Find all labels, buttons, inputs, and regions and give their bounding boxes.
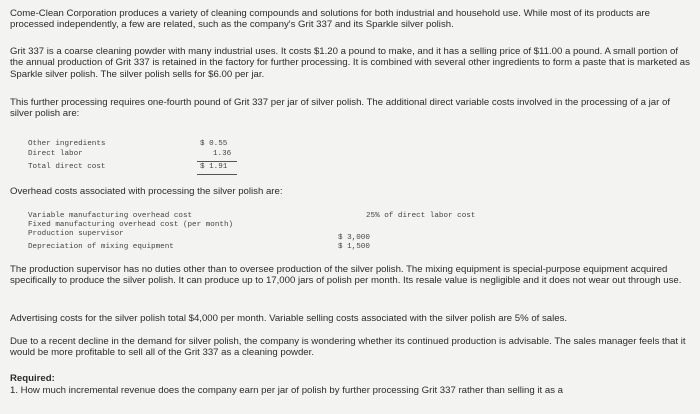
production-supervisor-label: Production supervisor xyxy=(28,230,124,238)
required-heading: Required: xyxy=(10,373,55,384)
intro-paragraph: Come-Clean Corporation produces a variety of cleaning compounds and solutions for both industrial and household use. While most of its products are processed independently, a few are related, such as the company's Grit 337 and its Sparkle silver polish. xyxy=(10,8,650,31)
variable-overhead-value: 25% of direct labor cost xyxy=(366,212,476,220)
direct-labor-value: 1.36 xyxy=(213,150,232,158)
total-rule xyxy=(197,174,237,175)
depreciation-label: Depreciation of mixing equipment xyxy=(28,243,174,251)
question-1: 1. How much incremental revenue does the company earn per jar of polish by further processing Grit 337 rather than selling it as a xyxy=(10,385,563,396)
further-processing-paragraph: This further processing requires one-fourth pound of Grit 337 per jar of silver polish. The additional direct variable costs involved in the processing of a jar of silver polish are: xyxy=(10,97,671,120)
depreciation-value: $ 1,500 xyxy=(338,243,370,251)
advertising-paragraph: Advertising costs for the silver polish total $4,000 per month. Variable selling costs associated with the silver polish are 5% of sales. xyxy=(10,313,568,324)
grit-paragraph: Grit 337 is a coarse cleaning powder with many industrial uses. It costs $1.20 a pound to make, and it has a selling price of $11.00 a pound. A small portion of the annual production of Grit 337 is retained in the factory for further processing. It is combined with several other ingredients to form a paste that is marketed as Sparkle silver polish. The silver polish sells for $6.00 per jar. xyxy=(10,46,690,80)
supervisor-paragraph: The production supervisor has no duties other than to oversee production of the silver polish. The mixing equipment is special-purpose equipment acquired specifically to produce the silver polish. It can produce up to 17,000 jars of polish per month. Its resale value is negligible and it does not wear out through use. xyxy=(10,264,682,287)
overhead-intro: Overhead costs associated with processing the silver polish are: xyxy=(10,186,283,197)
variable-overhead-label: Variable manufacturing overhead cost xyxy=(28,212,193,220)
decline-paragraph: Due to a recent decline in the demand for silver polish, the company is wondering whether its continued production is advisable. The sales manager feels that it would be more profitable to sell all of the Grit 337 as a cleaning powder. xyxy=(10,336,686,359)
total-direct-cost-value: $ 1.91 xyxy=(200,163,228,171)
total-direct-cost-label: Total direct cost xyxy=(28,163,106,171)
other-ingredients-label: Other ingredients xyxy=(28,140,106,148)
production-supervisor-value: $ 3,000 xyxy=(338,234,370,242)
subtotal-rule xyxy=(197,161,237,162)
direct-labor-label: Direct labor xyxy=(28,150,83,158)
other-ingredients-value: $ 0.55 xyxy=(200,140,228,148)
fixed-overhead-label: Fixed manufacturing overhead cost (per month) xyxy=(28,221,234,229)
